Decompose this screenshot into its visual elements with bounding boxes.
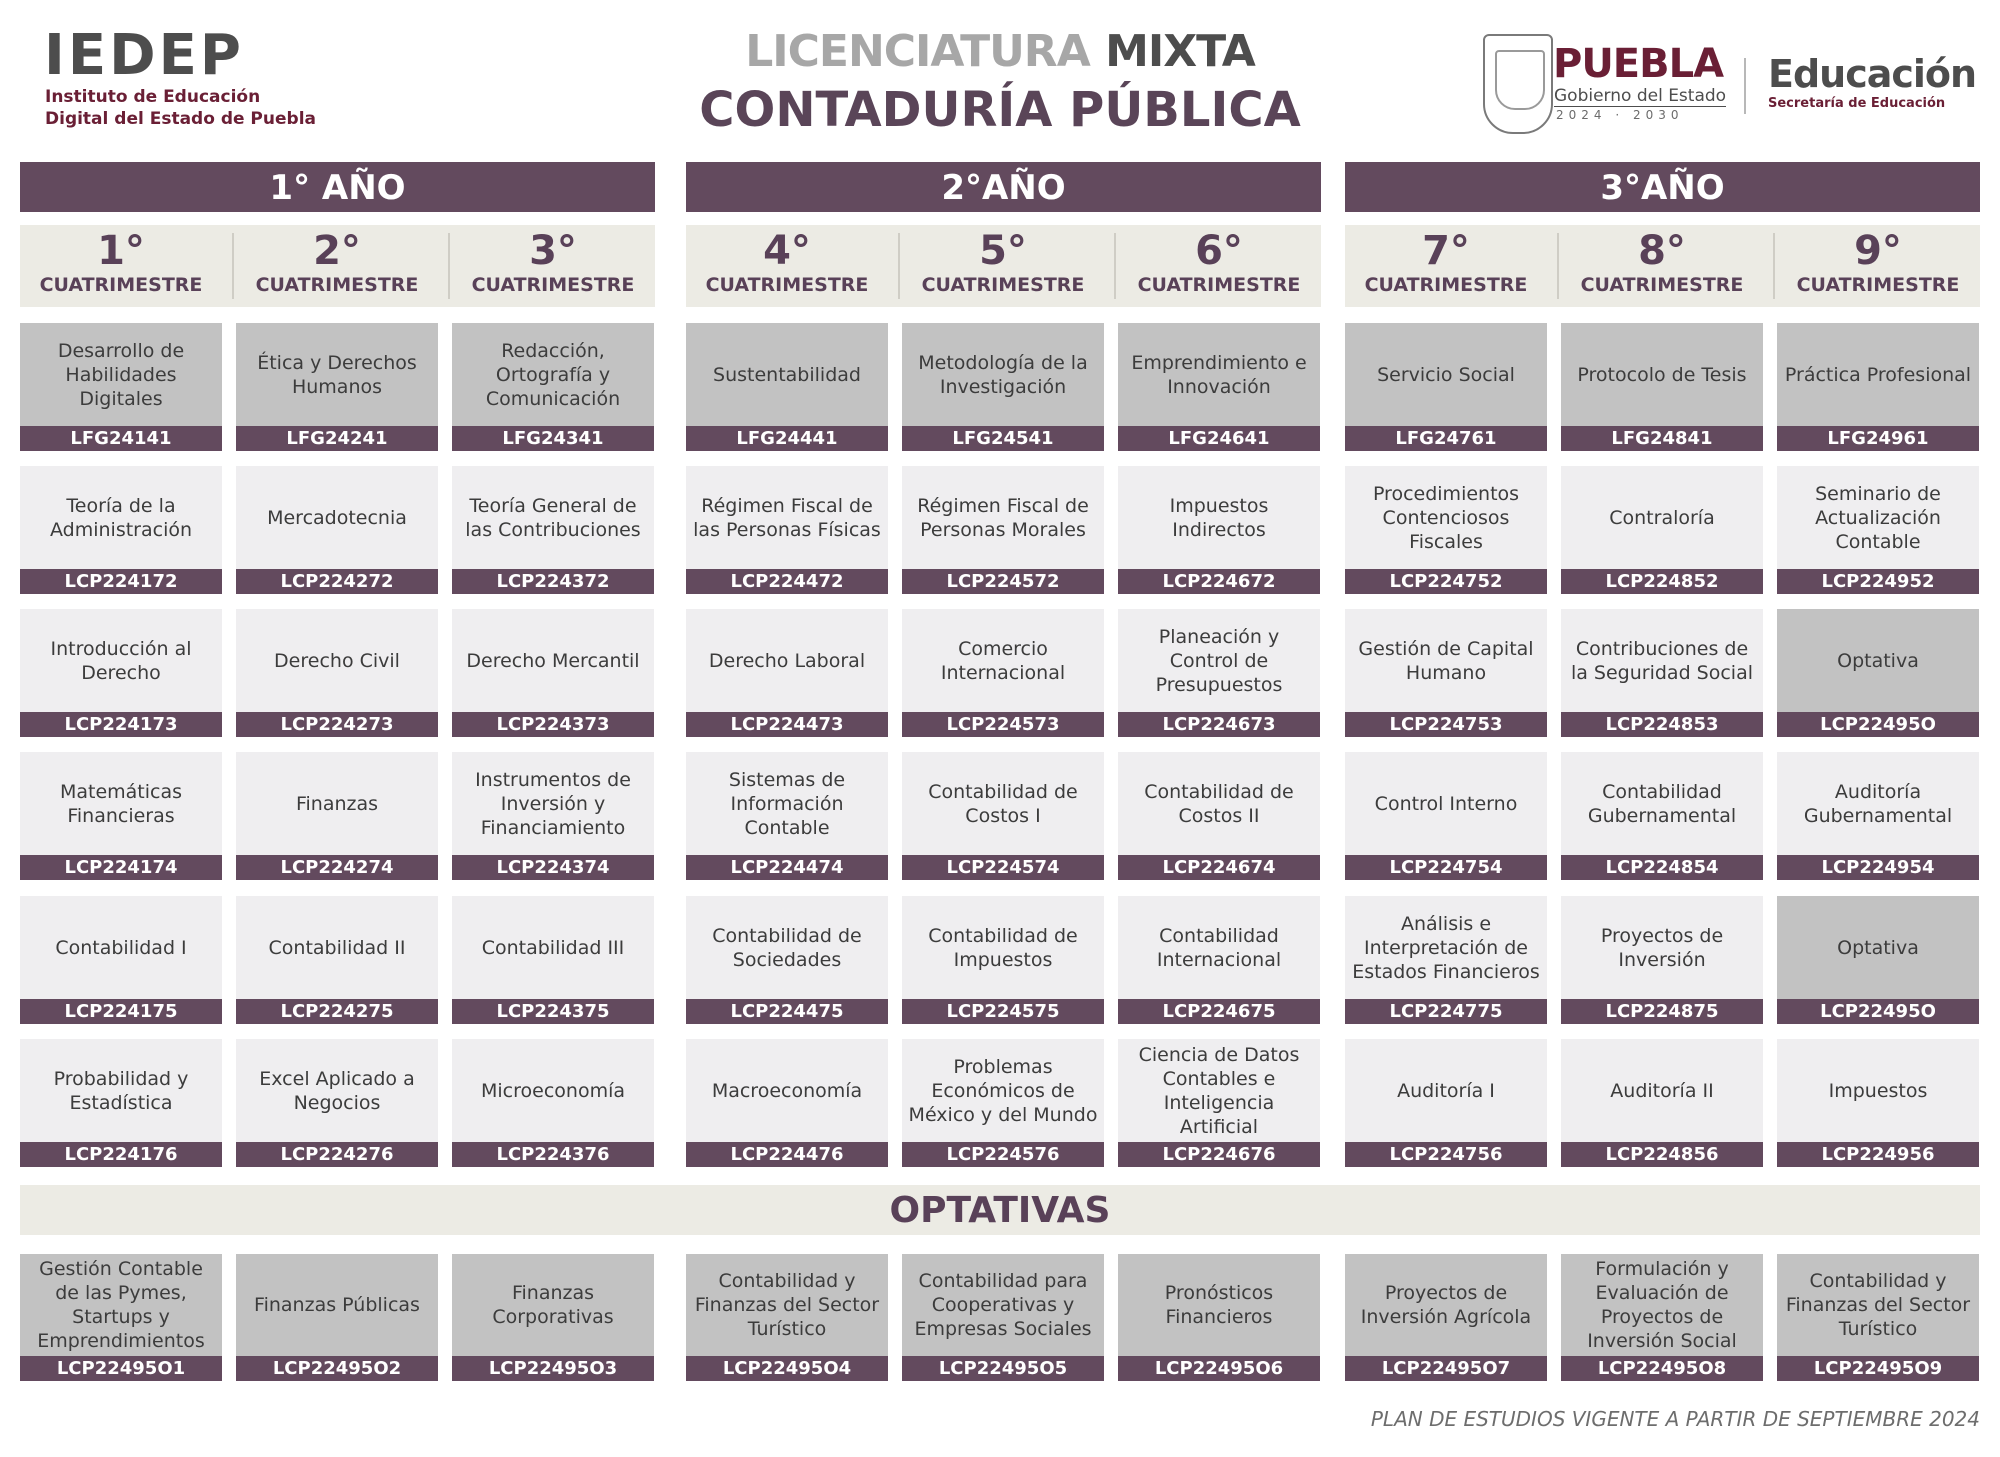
plan-footer: PLAN DE ESTUDIOS VIGENTE A PARTIR DE SEPTIEMBRE 2024 (1370, 1407, 1980, 1431)
course-card (452, 609, 654, 737)
course-code: LCP224672 (1118, 569, 1320, 594)
course-name: Auditoría Gubernamental (1777, 752, 1979, 855)
educacion-logo: Educación (1768, 52, 1977, 96)
course-name: Teoría de la Administración (20, 466, 222, 569)
course-card (1561, 323, 1763, 451)
course-code: LCP224675 (1118, 999, 1320, 1024)
iedep-logo: IEDEP (44, 23, 244, 88)
gobierno-label: Gobierno del Estado (1554, 86, 1727, 106)
course-code: LCP224473 (686, 712, 888, 737)
iedep-subtitle-line2: Digital del Estado de Puebla (45, 109, 316, 129)
course-code: LFG24641 (1118, 426, 1320, 451)
optativa-name: Gestión Contable de las Pymes, Startups y Emprendimientos (20, 1254, 222, 1356)
term-label: CUATRIMESTRE (1580, 274, 1744, 296)
optativa-card (1777, 1254, 1979, 1381)
course-name: Contribuciones de la Seguridad Social (1561, 609, 1763, 712)
course-name: Derecho Mercantil (452, 609, 654, 712)
course-code: LCP224174 (20, 855, 222, 880)
course-code: LCP224375 (452, 999, 654, 1024)
course-name: Contabilidad de Costos II (1118, 752, 1320, 855)
course-name: Excel Aplicado a Negocios (236, 1039, 438, 1142)
optativa-code: LCP22495O2 (236, 1356, 438, 1381)
course-card (686, 1039, 888, 1167)
course-card (902, 323, 1104, 451)
course-code: LCP224856 (1561, 1142, 1763, 1167)
course-card (20, 323, 222, 451)
course-code: LCP224374 (452, 855, 654, 880)
course-name: Régimen Fiscal de las Personas Físicas (686, 466, 888, 569)
course-name: Comercio Internacional (902, 609, 1104, 712)
term-label: CUATRIMESTRE (1364, 274, 1528, 296)
course-name: Derecho Civil (236, 609, 438, 712)
course-card (902, 466, 1104, 594)
term-header-9 (1777, 225, 1979, 307)
course-code: LCP224852 (1561, 569, 1763, 594)
course-code: LCP224272 (236, 569, 438, 594)
term-label: CUATRIMESTRE (921, 274, 1085, 296)
course-name: Contraloría (1561, 466, 1763, 569)
optativa-code: LCP22495O5 (902, 1356, 1104, 1381)
course-name: Finanzas (236, 752, 438, 855)
course-code: LCP224176 (20, 1142, 222, 1167)
course-card (902, 1039, 1104, 1167)
course-name: Mercadotecnia (236, 466, 438, 569)
course-card (236, 896, 438, 1024)
course-card (20, 466, 222, 594)
optativa-code: LCP22495O8 (1561, 1356, 1763, 1381)
course-card (1118, 752, 1320, 880)
optativa-name: Contabilidad y Finanzas del Sector Turístico (1777, 1254, 1979, 1356)
optativa-card (686, 1254, 888, 1381)
course-code: LCP224475 (686, 999, 888, 1024)
course-code: LCP22495O (1777, 999, 1979, 1024)
term-number: 5° (979, 228, 1027, 274)
course-card (20, 1039, 222, 1167)
course-card (1777, 896, 1979, 1024)
course-code: LCP224474 (686, 855, 888, 880)
course-card (1345, 466, 1547, 594)
course-name: Planeación y Control de Presupuestos (1118, 609, 1320, 712)
term-header-5 (902, 225, 1104, 307)
course-card (452, 466, 654, 594)
course-name: Desarrollo de Habilidades Digitales (20, 323, 222, 426)
course-code: LCP224172 (20, 569, 222, 594)
course-code: LCP224854 (1561, 855, 1763, 880)
program-subtitle: CONTADURÍA PÚBLICA (699, 82, 1301, 138)
course-card (236, 466, 438, 594)
course-code: LCP22495O (1777, 712, 1979, 737)
optativa-card (20, 1254, 222, 1381)
year-bar-2: 2°AÑO (686, 162, 1321, 212)
course-name: Régimen Fiscal de Personas Morales (902, 466, 1104, 569)
course-code: LFG24441 (686, 426, 888, 451)
course-card (1561, 1039, 1763, 1167)
course-name: Ética y Derechos Humanos (236, 323, 438, 426)
course-code: LCP224472 (686, 569, 888, 594)
course-name: Impuestos (1777, 1039, 1979, 1142)
term-label: CUATRIMESTRE (1796, 274, 1960, 296)
optativa-code: LCP22495O7 (1345, 1356, 1547, 1381)
term-label: CUATRIMESTRE (471, 274, 635, 296)
course-name: Impuestos Indirectos (1118, 466, 1320, 569)
course-code: LCP224574 (902, 855, 1104, 880)
course-code: LCP224875 (1561, 999, 1763, 1024)
course-card (902, 896, 1104, 1024)
course-card (452, 323, 654, 451)
state-crest-icon (1483, 34, 1553, 134)
course-name: Gestión de Capital Humano (1345, 609, 1547, 712)
course-code: LCP224576 (902, 1142, 1104, 1167)
course-name: Introducción al Derecho (20, 609, 222, 712)
course-name: Emprendimiento e Innovación (1118, 323, 1320, 426)
course-card (1561, 752, 1763, 880)
course-code: LFG24141 (20, 426, 222, 451)
course-code: LCP224575 (902, 999, 1104, 1024)
course-name: Contabilidad de Sociedades (686, 896, 888, 999)
course-code: LCP224572 (902, 569, 1104, 594)
course-card (20, 896, 222, 1024)
course-code: LCP224376 (452, 1142, 654, 1167)
course-name: Matemáticas Financieras (20, 752, 222, 855)
course-name: Auditoría I (1345, 1039, 1547, 1142)
course-name: Contabilidad de Costos I (902, 752, 1104, 855)
optativa-name: Contabilidad para Cooperativas y Empresas Sociales (902, 1254, 1104, 1356)
course-code: LCP224673 (1118, 712, 1320, 737)
optativa-name: Finanzas Públicas (236, 1254, 438, 1356)
term-number: 2° (313, 228, 361, 274)
course-code: LCP224276 (236, 1142, 438, 1167)
optativas-title: OPTATIVAS (20, 1185, 1980, 1235)
course-card (686, 752, 888, 880)
course-code: LFG24541 (902, 426, 1104, 451)
course-name: Optativa (1777, 896, 1979, 999)
optativa-code: LCP22495O6 (1118, 1356, 1320, 1381)
course-name: Ciencia de Datos Contables e Inteligencia Artificial (1118, 1039, 1320, 1142)
course-code: LCP224274 (236, 855, 438, 880)
course-name: Sustentabilidad (686, 323, 888, 426)
course-name: Control Interno (1345, 752, 1547, 855)
course-card (902, 609, 1104, 737)
optativa-name: Contabilidad y Finanzas del Sector Turístico (686, 1254, 888, 1356)
course-code: LCP224175 (20, 999, 222, 1024)
course-name: Contabilidad I (20, 896, 222, 999)
course-code: LCP224952 (1777, 569, 1979, 594)
course-card (236, 609, 438, 737)
course-name: Redacción, Ortografía y Comunicación (452, 323, 654, 426)
optativa-code: LCP22495O9 (1777, 1356, 1979, 1381)
term-number: 9° (1854, 228, 1902, 274)
course-card (902, 752, 1104, 880)
term-separator (1773, 233, 1775, 299)
optativa-code: LCP22495O1 (20, 1356, 222, 1381)
course-code: LFG24241 (236, 426, 438, 451)
course-name: Metodología de la Investigación (902, 323, 1104, 426)
course-code: LFG24961 (1777, 426, 1979, 451)
course-code: LCP224674 (1118, 855, 1320, 880)
course-card (236, 1039, 438, 1167)
course-card (1777, 323, 1979, 451)
course-card (1561, 466, 1763, 594)
course-card (686, 323, 888, 451)
term-label: CUATRIMESTRE (1137, 274, 1301, 296)
course-name: Contabilidad Internacional (1118, 896, 1320, 999)
course-code: LCP224372 (452, 569, 654, 594)
term-number: 8° (1638, 228, 1686, 274)
year-bar-1: 1° AÑO (20, 162, 655, 212)
course-code: LFG24341 (452, 426, 654, 451)
course-card (1561, 896, 1763, 1024)
course-code: LCP224573 (902, 712, 1104, 737)
course-code: LCP224275 (236, 999, 438, 1024)
course-code: LCP224752 (1345, 569, 1547, 594)
course-name: Problemas Económicos de México y del Mundo (902, 1039, 1104, 1142)
term-header-8 (1561, 225, 1763, 307)
optativa-card (1345, 1254, 1547, 1381)
course-card (686, 466, 888, 594)
course-code: LCP224775 (1345, 999, 1547, 1024)
course-card (452, 1039, 654, 1167)
course-name: Contabilidad II (236, 896, 438, 999)
course-card (1118, 466, 1320, 594)
term-header-2 (236, 225, 438, 307)
optativa-name: Formulación y Evaluación de Proyectos de Inversión Social (1561, 1254, 1763, 1356)
course-name: Optativa (1777, 609, 1979, 712)
course-name: Microeconomía (452, 1039, 654, 1142)
optativa-card (452, 1254, 654, 1381)
course-code: LFG24761 (1345, 426, 1547, 451)
term-separator (1557, 233, 1559, 299)
term-separator (1114, 233, 1116, 299)
course-card (236, 752, 438, 880)
course-card (1118, 896, 1320, 1024)
course-card (1118, 609, 1320, 737)
optativa-card (902, 1254, 1104, 1381)
year-bar-3: 3°AÑO (1345, 162, 1980, 212)
course-card (1777, 752, 1979, 880)
course-card (1777, 466, 1979, 594)
course-card (1345, 1039, 1547, 1167)
optativa-code: LCP22495O4 (686, 1356, 888, 1381)
course-card (1777, 1039, 1979, 1167)
course-card (236, 323, 438, 451)
course-name: Seminario de Actualización Contable (1777, 466, 1979, 569)
course-card (20, 752, 222, 880)
term-number: 7° (1422, 228, 1470, 274)
term-label: CUATRIMESTRE (39, 274, 203, 296)
course-code: LCP224956 (1777, 1142, 1979, 1167)
course-name: Macroeconomía (686, 1039, 888, 1142)
course-card (1561, 609, 1763, 737)
optativa-name: Pronósticos Financieros (1118, 1254, 1320, 1356)
course-card (1345, 323, 1547, 451)
iedep-subtitle-line1: Instituto de Educación (45, 87, 261, 107)
logo-divider (1744, 58, 1746, 114)
term-header-1 (20, 225, 222, 307)
course-name: Instrumentos de Inversión y Financiamiento (452, 752, 654, 855)
term-header-6 (1118, 225, 1320, 307)
course-name: Teoría General de las Contribuciones (452, 466, 654, 569)
course-card (1345, 752, 1547, 880)
puebla-logo: PUEBLA (1553, 41, 1724, 87)
program-title-part2: MIXTA (1105, 26, 1255, 77)
term-header-3 (452, 225, 654, 307)
course-code: LCP224676 (1118, 1142, 1320, 1167)
course-card (1345, 609, 1547, 737)
course-card (1777, 609, 1979, 737)
course-code: LCP224754 (1345, 855, 1547, 880)
course-card (1118, 1039, 1320, 1167)
course-code: LCP224373 (452, 712, 654, 737)
course-code: LCP224273 (236, 712, 438, 737)
course-name: Procedimientos Contenciosos Fiscales (1345, 466, 1547, 569)
course-name: Protocolo de Tesis (1561, 323, 1763, 426)
term-header-4 (686, 225, 888, 307)
optativa-code: LCP22495O3 (452, 1356, 654, 1381)
course-card (20, 609, 222, 737)
course-code: LCP224476 (686, 1142, 888, 1167)
term-label: CUATRIMESTRE (705, 274, 869, 296)
term-separator (448, 233, 450, 299)
course-name: Análisis e Interpretación de Estados Financieros (1345, 896, 1547, 999)
course-code: LFG24841 (1561, 426, 1763, 451)
course-name: Servicio Social (1345, 323, 1547, 426)
course-card (1345, 896, 1547, 1024)
course-code: LCP224173 (20, 712, 222, 737)
optativa-card (1118, 1254, 1320, 1381)
course-card (1118, 323, 1320, 451)
course-code: LCP224954 (1777, 855, 1979, 880)
course-card (686, 609, 888, 737)
course-card (686, 896, 888, 1024)
term-separator (232, 233, 234, 299)
government-years: 2024 · 2030 (1556, 108, 1684, 122)
course-name: Práctica Profesional (1777, 323, 1979, 426)
course-name: Contabilidad Gubernamental (1561, 752, 1763, 855)
term-header-7 (1345, 225, 1547, 307)
term-number: 4° (763, 228, 811, 274)
course-card (452, 752, 654, 880)
optativa-card (1561, 1254, 1763, 1381)
course-code: LCP224853 (1561, 712, 1763, 737)
course-name: Proyectos de Inversión (1561, 896, 1763, 999)
course-card (452, 896, 654, 1024)
term-number: 3° (529, 228, 577, 274)
course-name: Probabilidad y Estadística (20, 1039, 222, 1142)
course-name: Contabilidad de Impuestos (902, 896, 1104, 999)
secretaria-label: Secretaría de Educación (1768, 96, 1946, 111)
course-name: Sistemas de Información Contable (686, 752, 888, 855)
optativa-card (236, 1254, 438, 1381)
program-title-part1: LICENCIATURA (745, 26, 1090, 77)
course-name: Contabilidad III (452, 896, 654, 999)
course-code: LCP224756 (1345, 1142, 1547, 1167)
term-separator (898, 233, 900, 299)
course-code: LCP224753 (1345, 712, 1547, 737)
course-name: Derecho Laboral (686, 609, 888, 712)
term-number: 1° (97, 228, 145, 274)
optativa-name: Finanzas Corporativas (452, 1254, 654, 1356)
optativa-name: Proyectos de Inversión Agrícola (1345, 1254, 1547, 1356)
term-number: 6° (1195, 228, 1243, 274)
term-label: CUATRIMESTRE (255, 274, 419, 296)
course-name: Auditoría II (1561, 1039, 1763, 1142)
